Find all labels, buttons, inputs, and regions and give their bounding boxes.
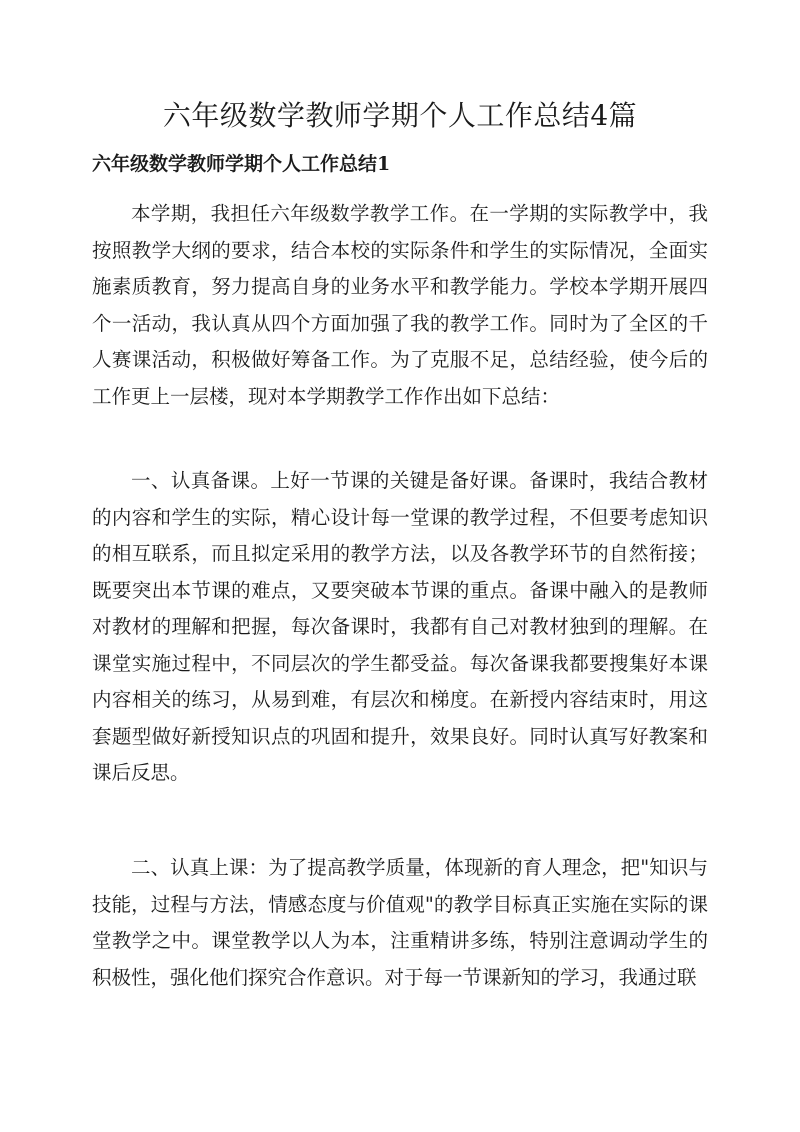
document-title: 六年级数学教师学期个人工作总结4篇: [162, 99, 638, 132]
paragraph-intro: 本学期，我担任六年级数学教学工作。在一学期的实际教学中，我按照教学大纲的要求，结合本校的实际条件和学生的实际情况，全面实施素质教育，努力提高自身的业务水平和教学能力。学校本学期开展四个一活动，我认真从四个方面加强了我的教学工作。同时为了全区的千人赛课活动，积极做好筹备工作。为了克服不足，总结经验，使今后的工作更上一层楼，现对本学期教学工作作出如下总结：: [92, 202, 708, 408]
section-heading: 六年级数学教师学期个人工作总结1: [92, 153, 391, 175]
paragraph-preparation: 一、认真备课。上好一节课的关键是备好课。备课时，我结合教材的内容和学生的实际，精心设计每一堂课的教学过程，不但要考虑知识的相互联系，而且拟定采用的教学方法，以及各教学环节的自然衔接；既要突出本节课的难点，又要突破本节课的重点。备课中融入的是教师对教材的理解和把握，每次备课时，我都有自己对教材独到的理解。在课堂实施过程中，不同层次的学生都受益。每次备课我都要搜集好本课内容相关的练习，从易到难，有层次和梯度。在新授内容结束时，用这套题型做好新授知识点的巩固和提升，效果良好。同时认真写好教案和课后反思。: [92, 469, 708, 784]
paragraph-teaching: 二、认真上课：为了提高教学质量，体现新的育人理念，把"知识与技能，过程与方法，情感态度与价值观"的教学目标真正实施在实际的课堂教学之中。课堂教学以人为本，注重精讲多练，特别注意调动学生的积极性，强化他们探究合作意识。对于每一节课新知的学习，我通过联: [92, 856, 708, 989]
